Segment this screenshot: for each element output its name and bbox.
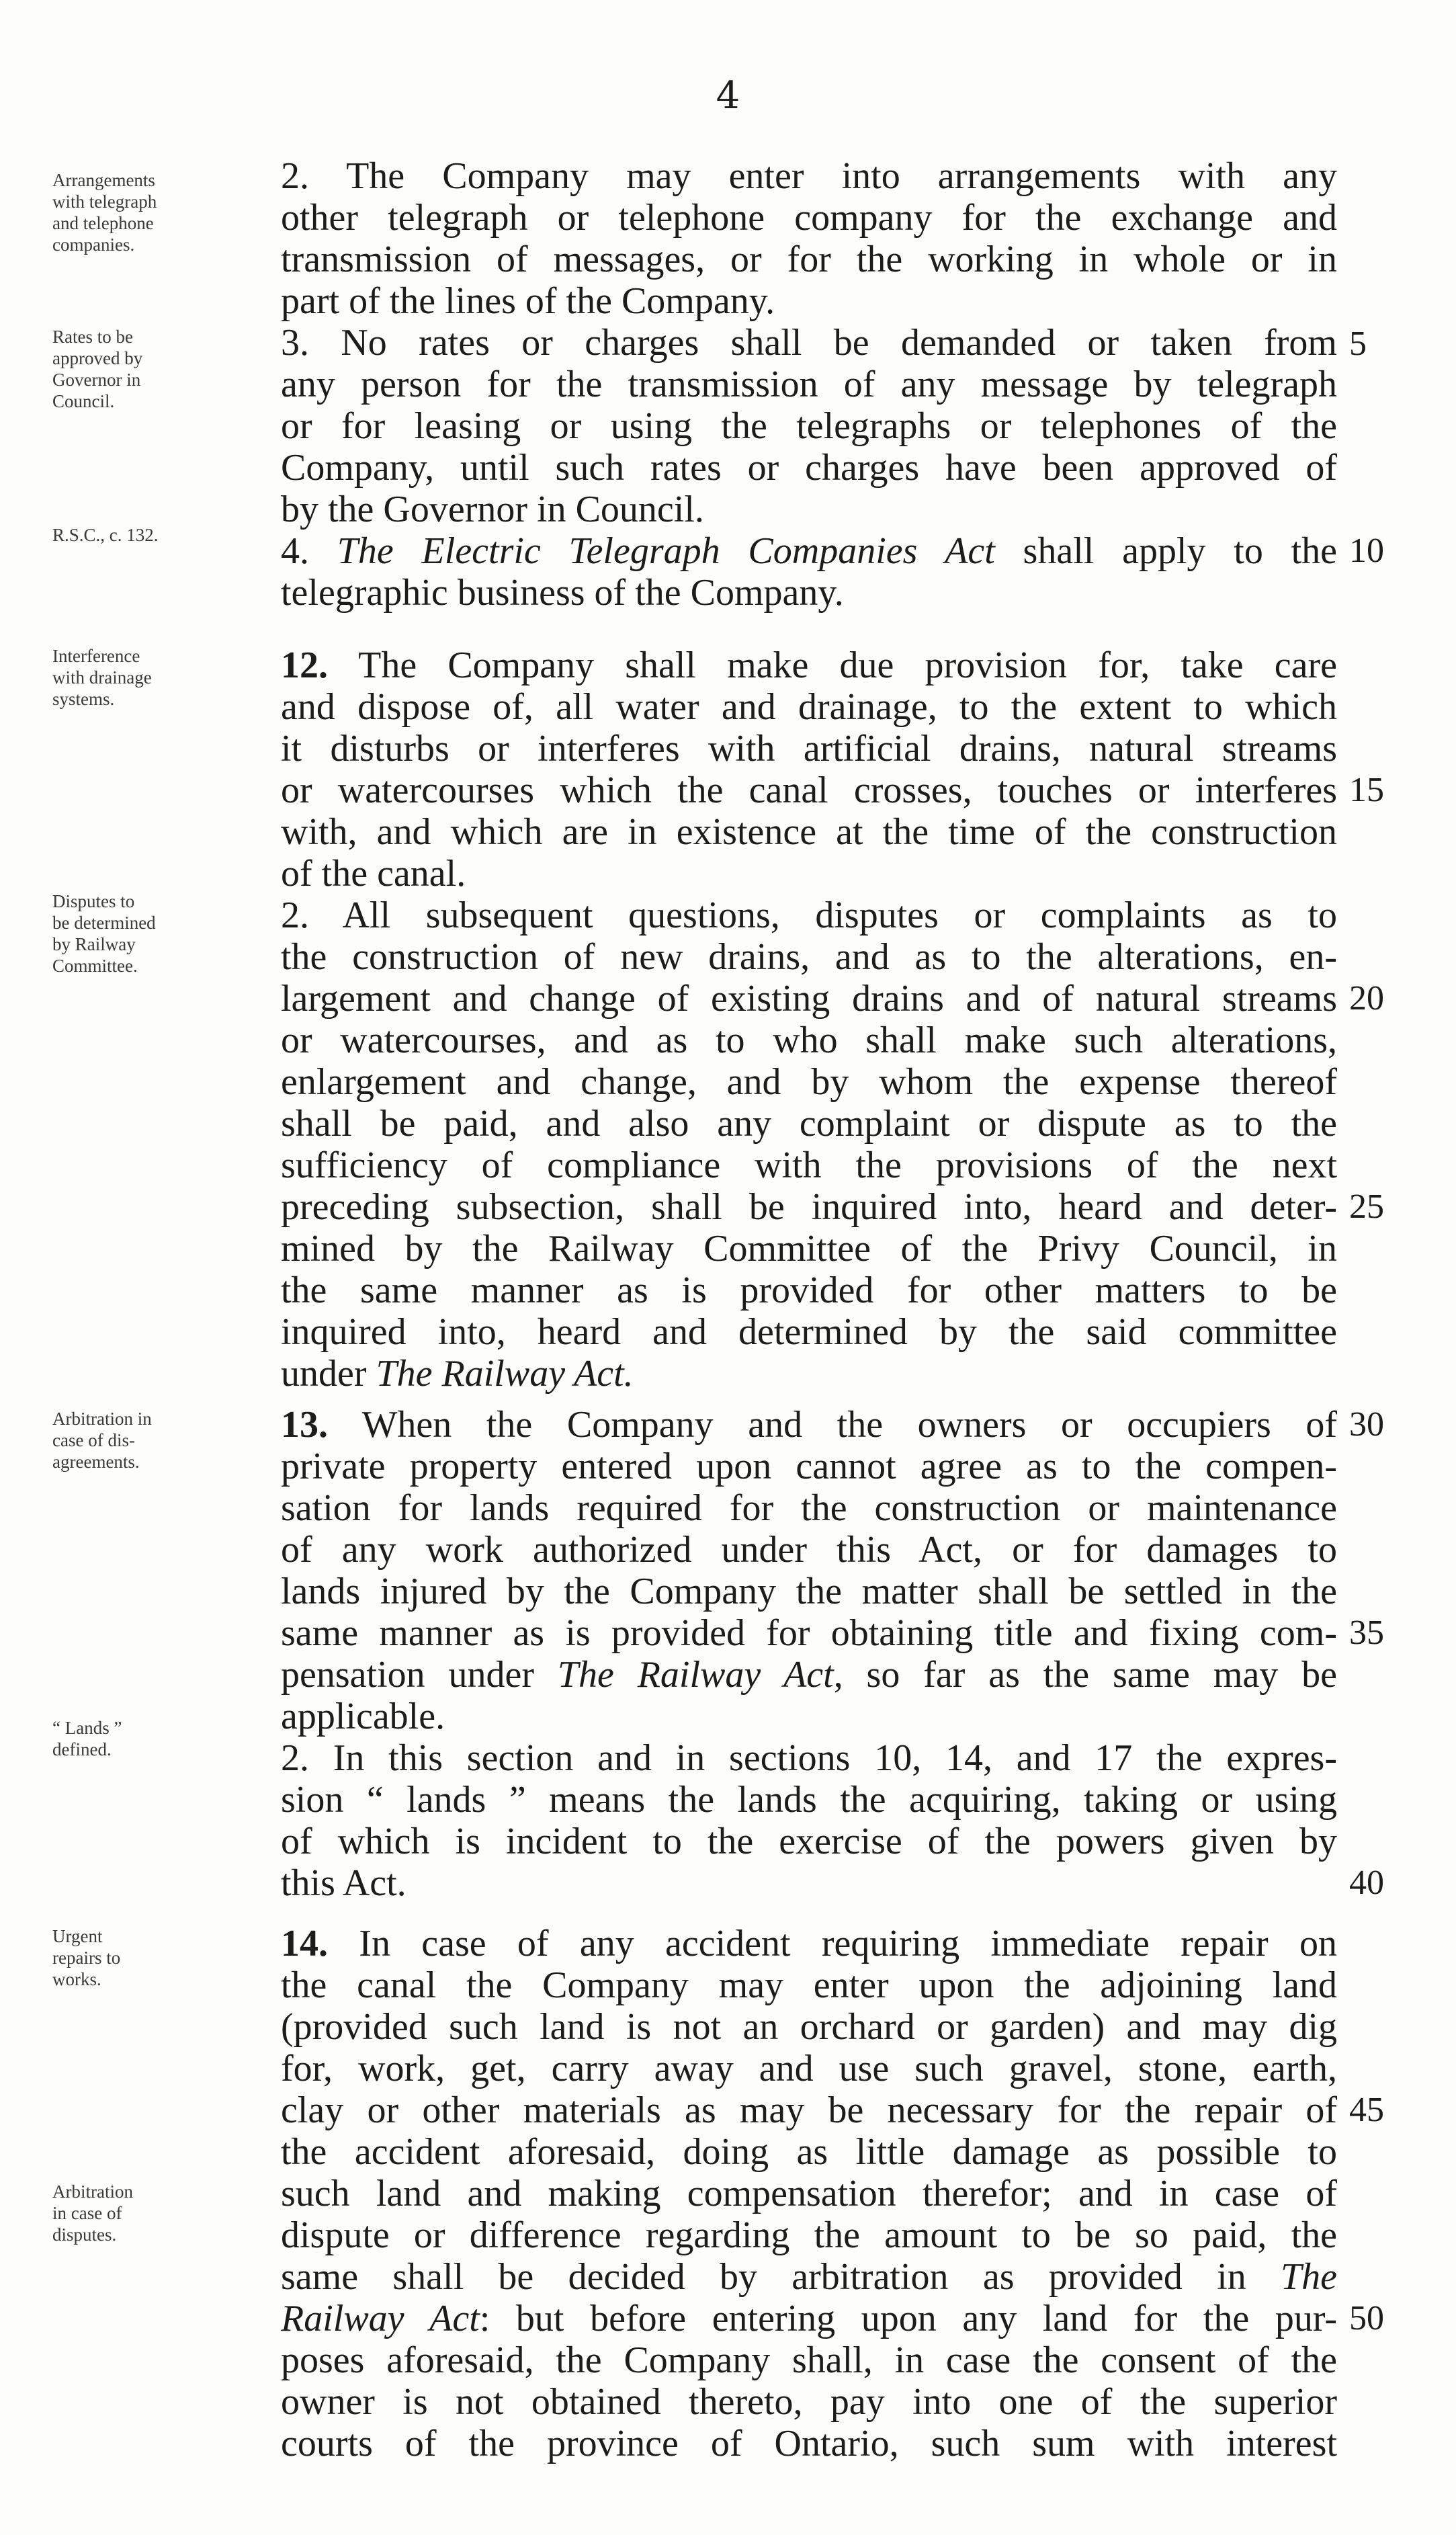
margin-note: R.S.C., c. 132. xyxy=(52,525,159,545)
text-line xyxy=(281,644,1337,691)
text-line: or watercourses which the canal crosses, touches or interferes xyxy=(281,770,1337,811)
line-number: 25 xyxy=(1349,1188,1384,1226)
line-number: 45 xyxy=(1349,2091,1384,2129)
text-span: : but before entering upon any land for the pur- xyxy=(479,2298,1337,2339)
line-number: 20 xyxy=(1349,979,1384,1017)
text-span: When the Company and the owners or occupiers of xyxy=(328,1404,1337,1446)
act-title: The Railway Act xyxy=(557,1654,834,1696)
text-line: the accident aforesaid, doing as little damage as possible to xyxy=(281,2131,1337,2173)
text-line: of the canal. xyxy=(281,853,466,895)
text-line: same manner as is provided for obtaining title and fixing com- xyxy=(281,1612,1337,1654)
margin-note: Arbitration in case of disputes. xyxy=(52,2181,133,2245)
text-line: this Act. xyxy=(281,1862,406,1904)
text-span: , so far as the same may be xyxy=(833,1654,1338,1696)
margin-note: Arrangements with telegraph and telephone companies. xyxy=(52,170,157,255)
text-span: pensation under xyxy=(281,1654,558,1696)
text-span: 4. xyxy=(281,530,337,572)
act-title: The xyxy=(1281,2256,1337,2298)
text-line: sation for lands required for the construction or maintenance xyxy=(281,1487,1337,1529)
line-number: 15 xyxy=(1349,771,1384,809)
section-number: 13. xyxy=(281,1404,328,1446)
text-line: owner is not obtained thereto, pay into one of the superior xyxy=(281,2381,1337,2423)
text-line: preceding subsection, shall be inquired into, heard and deter- xyxy=(281,1186,1337,1228)
text-line: largement and change of existing drains and of natural streams xyxy=(281,978,1337,1020)
text-line: part of the lines of the Company. xyxy=(281,280,775,322)
text-line: 2. In this section and in sections 10, 14, and 17 the expres- xyxy=(281,1737,1337,1779)
text-line: 2. All subsequent questions, disputes or complaints as to xyxy=(281,895,1337,936)
text-line xyxy=(281,1653,1337,1700)
act-title: The Railway Act. xyxy=(376,1353,634,1395)
margin-note: Rates to be approved by Governor in Council. xyxy=(52,327,143,411)
text-span: same shall be decided by arbitration as provided in xyxy=(281,2256,1281,2298)
text-span: In case of any accident requiring immediate repair on xyxy=(328,1923,1337,1964)
text-line: 2. The Company may enter into arrangements with any xyxy=(281,155,1337,197)
text-line: dispute or difference regarding the amount to be so paid, the xyxy=(281,2214,1337,2256)
line-number: 35 xyxy=(1349,1614,1384,1652)
text-line: lands injured by the Company the matter shall be settled in the xyxy=(281,1571,1337,1612)
text-line: enlargement and change, and by whom the expense thereof xyxy=(281,1061,1337,1103)
text-line: other telegraph or telephone company for the exchange and xyxy=(281,197,1337,239)
text-line: with, and which are in existence at the time of the construction xyxy=(281,811,1337,853)
text-line: transmission of messages, or for the working in whole or in xyxy=(281,239,1337,280)
text-line xyxy=(281,2255,1337,2302)
text-line: applicable. xyxy=(281,1696,445,1737)
text-line xyxy=(281,1922,1337,1969)
margin-note: Arbitration in case of dis- agreements. xyxy=(52,1409,152,1472)
text-span: under xyxy=(281,1353,376,1395)
text-line: poses aforesaid, the Company shall, in case the consent of the xyxy=(281,2339,1337,2381)
text-line: by the Governor in Council. xyxy=(281,489,704,530)
text-line: any person for the transmission of any message by telegraph xyxy=(281,364,1337,405)
text-line: inquired into, heard and determined by the said committee xyxy=(281,1311,1337,1353)
text-line: of any work authorized under this Act, or for damages to xyxy=(281,1529,1337,1571)
text-span: The Company shall make due provision for, take care xyxy=(328,645,1337,686)
text-line xyxy=(281,1352,1337,1399)
line-number: 30 xyxy=(1349,1405,1384,1444)
text-line: of which is incident to the exercise of the powers given by xyxy=(281,1821,1337,1862)
text-line: the same manner as is provided for other matters to be xyxy=(281,1270,1337,1311)
text-line: (provided such land is not an orchard or garden) and may dig xyxy=(281,2006,1337,2048)
text-line: sion “ lands ” means the lands the acquiring, taking or using xyxy=(281,1779,1337,1821)
text-line: such land and making compensation therefor; and in case of xyxy=(281,2173,1337,2214)
text-line: sufficiency of compliance with the provisions of the next xyxy=(281,1145,1337,1186)
margin-note: Urgent repairs to works. xyxy=(52,1926,121,1989)
line-number: 40 xyxy=(1349,1864,1384,1902)
text-line xyxy=(281,2297,1337,2344)
text-line xyxy=(281,1403,1337,1450)
text-line: the canal the Company may enter upon the adjoining land xyxy=(281,1964,1337,2006)
act-title: The Electric Telegraph Companies Act xyxy=(337,530,995,572)
line-number: 50 xyxy=(1349,2299,1384,2337)
text-line xyxy=(281,530,1337,577)
line-number: 5 xyxy=(1349,325,1367,363)
act-title: Railway Act xyxy=(281,2298,480,2339)
text-line: it disturbs or interferes with artificial drains, natural streams xyxy=(281,728,1337,770)
text-line: courts of the province of Ontario, such sum with interest xyxy=(281,2423,1337,2464)
section-number: 12. xyxy=(281,645,328,686)
text-line: clay or other materials as may be necessary for the repair of xyxy=(281,2089,1337,2131)
margin-note: “ Lands ” defined. xyxy=(52,1718,122,1759)
margin-note: Interference with drainage systems. xyxy=(52,646,152,709)
text-line: 3. No rates or charges shall be demanded or taken from xyxy=(281,322,1337,364)
margin-note: Disputes to be determined by Railway Committee. xyxy=(52,891,156,976)
text-line: shall be paid, and also any complaint or dispute as to the xyxy=(281,1103,1337,1145)
text-line: private property entered upon cannot agree as to the compen- xyxy=(281,1446,1337,1487)
text-span: shall apply to the xyxy=(994,530,1338,572)
section-number: 14. xyxy=(281,1923,328,1964)
text-line: telegraphic business of the Company. xyxy=(281,572,844,614)
text-line: or watercourses, and as to who shall make such alterations, xyxy=(281,1020,1337,1061)
text-line: the construction of new drains, and as to the alterations, en- xyxy=(281,936,1337,978)
page-number: 4 xyxy=(716,74,740,118)
text-line: mined by the Railway Committee of the Privy Council, in xyxy=(281,1228,1337,1270)
text-line: for, work, get, carry away and use such gravel, stone, earth, xyxy=(281,2048,1337,2089)
text-line: or for leasing or using the telegraphs or telephones of the xyxy=(281,405,1337,447)
line-number: 10 xyxy=(1349,532,1384,570)
text-line: and dispose of, all water and drainage, to the extent to which xyxy=(281,686,1337,728)
text-line: Company, until such rates or charges have been approved of xyxy=(281,447,1337,489)
